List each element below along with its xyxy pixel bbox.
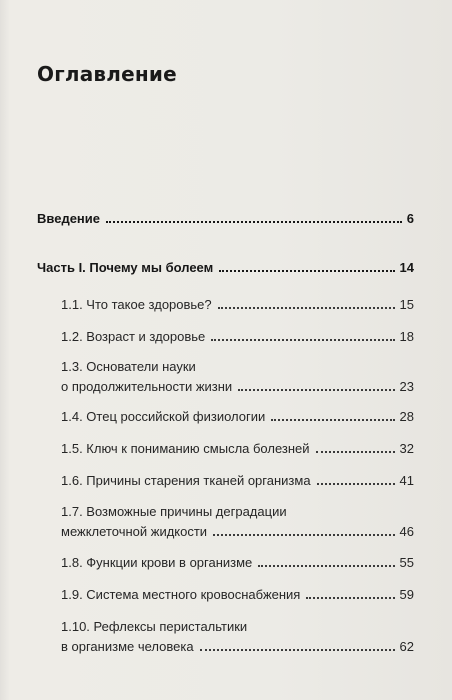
- toc-entry-page: 55: [399, 555, 414, 570]
- toc-entry-title: 1.1. Что такое здоровье?: [61, 297, 212, 312]
- toc-entry-title: 1.10. Рефлексы перистальтики: [61, 619, 248, 634]
- toc-entry-page: 23: [399, 379, 414, 394]
- dot-leader: [218, 307, 395, 309]
- toc-entry-chapter: [61, 327, 414, 347]
- dot-leader: [258, 565, 394, 567]
- dot-leader: [238, 389, 394, 391]
- toc-entry-part-1: [37, 258, 414, 278]
- dot-leader: [106, 221, 402, 223]
- toc-entry-page: 15: [399, 297, 414, 312]
- dot-leader: [213, 534, 394, 536]
- toc-entry-intro: [37, 209, 414, 229]
- toc-entry-title-cont: межклеточной жидкости: [61, 524, 208, 539]
- toc-entry-page: 28: [399, 409, 414, 424]
- toc-entry-chapter: [61, 502, 414, 542]
- toc-entry-page: 41: [399, 473, 414, 488]
- toc-entry-title: 1.9. Система местного кровоснабжения: [61, 587, 301, 602]
- toc-entry-title: Часть I. Почему мы болеем: [37, 260, 214, 275]
- toc-entry-chapter: [61, 585, 414, 605]
- dot-leader: [211, 339, 394, 341]
- toc-entry-chapter: [61, 553, 414, 573]
- dot-leader: [317, 483, 395, 485]
- toc-entry-page: 18: [399, 329, 414, 344]
- dot-leader: [306, 597, 394, 599]
- toc-entry-title: 1.2. Возраст и здоровье: [61, 329, 206, 344]
- toc-entry-page: 59: [399, 587, 414, 602]
- toc-entry-chapter: [61, 439, 414, 459]
- dot-leader: [200, 649, 395, 651]
- toc-entry-title: 1.4. Отец российской физиологии: [61, 409, 266, 424]
- toc-entry-page: 14: [399, 260, 414, 275]
- dot-leader: [316, 451, 395, 453]
- toc-entry-title: Введение: [37, 211, 100, 226]
- toc-entry-page: 6: [406, 211, 414, 226]
- toc-entry-title: 1.5. Ключ к пониманию смысла болезней: [61, 441, 310, 456]
- toc-entry-page: 32: [399, 441, 414, 456]
- toc-entry-title-cont: в организме человека: [61, 639, 194, 654]
- toc-entry-chapter: [61, 357, 414, 397]
- toc-entry-title: 1.8. Функции крови в организме: [61, 555, 253, 570]
- toc-entry-title: 1.6. Причины старения тканей организма: [61, 473, 311, 488]
- toc-entry-page: 62: [399, 639, 414, 654]
- toc-entry-chapter: [61, 617, 414, 657]
- dot-leader: [271, 419, 394, 421]
- dot-leader: [219, 270, 394, 272]
- toc-entry-chapter: [61, 295, 414, 315]
- toc-entry-title-cont: о продолжительности жизни: [61, 379, 233, 394]
- toc-entry-title: 1.3. Основатели науки: [61, 359, 196, 374]
- toc-entry-page: 46: [399, 524, 414, 539]
- toc-heading: Оглавление: [37, 62, 177, 86]
- toc-entry-title: 1.7. Возможные причины деградации: [61, 504, 287, 519]
- toc-entry-chapter: [61, 471, 414, 491]
- toc-entry-chapter: [61, 407, 414, 427]
